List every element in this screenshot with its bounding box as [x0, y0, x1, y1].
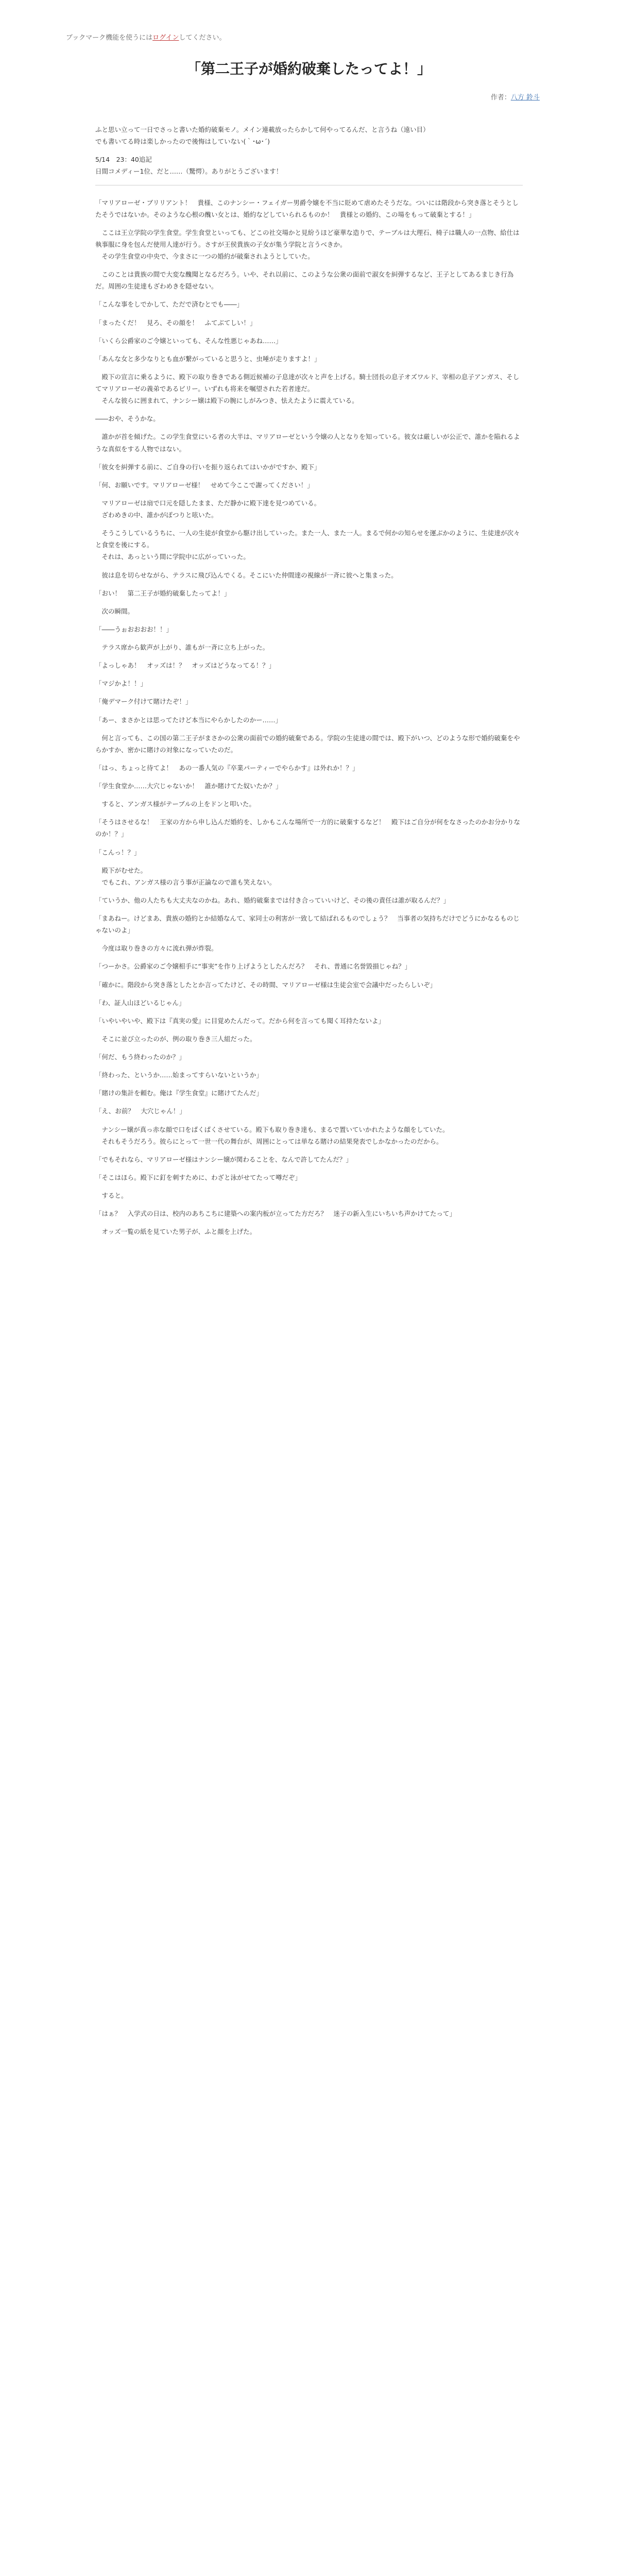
story-paragraph: 「何だ、もう終わったのか？」 — [95, 1053, 185, 1061]
story-paragraph: 「――うぉおおおお！！」 — [95, 625, 173, 633]
story-paragraph: 「ていうか、他の人たちも大丈夫なのかね。あれ、婚約破棄までは付き合っていいけど、その後の責任は誰が取るんだ？」 — [95, 896, 450, 904]
story-paragraph: すると、アンガス様がテーブルの上をドンと叩いた。 — [95, 800, 255, 808]
story-paragraph: 「確かに。階段から突き落としたとか言ってたけど、その時間、マリアローゼ様は生徒会室で会議中だったらしいぞ」 — [95, 980, 437, 989]
story-paragraph: 「そうはさせるな！ 王家の方から申し込んだ婚約を、しかもこんな場所で一方的に破棄するなど！ 殿下はご自分が何をなさったのかお分かりなのか！？」 — [95, 818, 521, 838]
login-notice-suffix: してください。 — [179, 34, 226, 42]
author-link[interactable]: 八方 鈴斗 — [510, 94, 540, 101]
preface-paragraph: 5/14 23：40追記 日間コメディー1位、だと……（驚愕）。ありがとうございます！ — [95, 156, 283, 176]
story-paragraph: 殿下の宣言に乗るように、殿下の取り巻きである側近候補の子息達が次々と声を上げる。騎士団長の息子オズワルド、宰相の息子アンガス、そしてマリアローゼの義弟であるビリー。いずれも将来を嘱望された若者達だ。 そんな彼らに囲まれて、ナンシー嬢は殿下の腕にしがみつき、怯えたように震えている。 — [95, 372, 520, 405]
story-paragraph: 「そこはほら。殿下に釘を刺すために、わざと泳がせてたって噂だぞ」 — [95, 1173, 302, 1181]
author-label: 作者： — [490, 94, 511, 101]
story-paragraph: 「つーかさ。公爵家のご令嬢相手に“事実”を作り上げようとしたんだろ？ それ、普通に名誉毀損じゃね？」 — [95, 962, 411, 971]
story-paragraph: 「よっしゃあ！ オッズは！？ オッズはどうなってる！？」 — [95, 662, 276, 670]
story-paragraph: マリアローゼは扇で口元を隠したまま、ただ静かに殿下達を見つめている。 ざわめきの中、誰かがぽつりと呟いた。 — [101, 499, 321, 519]
story-paragraph: ここは王立学院の学生食堂。学生食堂といっても、どこの社交場かと見紛うほど豪華な造りで、テーブルは大理石、椅子は職人の一点物、給仕は執事服に身を包んだ使用人達が行う。さすが王侯貴族の子女が集う学院と言うべきか。 その学生食堂の中央で、今まさに一つの婚約が破棄されようとしていた。 — [95, 228, 520, 260]
story-paragraph: 「まったくだ！ 見ろ、その顔を！ ふてぶてしい！」 — [95, 318, 256, 327]
main-content — [95, 124, 523, 1244]
story-paragraph: 「おい！ 第二王子が婚約破棄したってよ！」 — [95, 589, 231, 597]
story-paragraph: 「わ、証人山ほどいるじゃん」 — [95, 998, 185, 1007]
story-paragraph: そうこうしているうちに、一人の生徒が食堂から駆け出していった。また一人、また一人。まるで何かの知らせを運ぶかのように、生徒達が次々と食堂を後にする。 それは、あっという間に学院中に広がっていった。 — [95, 529, 520, 561]
story-paragraph: 「え、お前？ 大穴じゃん！」 — [95, 1107, 186, 1115]
story-paragraph: ナンシー嬢が真っ赤な顔で口をぱくぱくさせている。殿下も取り巻き達も、まるで置いていかれたような顔をしていた。 それもそうだろう。彼らにとって一世一代の舞台が、周囲にとっては単なる賭けの結果発表でしかなかったのだから。 — [101, 1125, 449, 1145]
story-paragraph: すると。 — [95, 1192, 128, 1199]
story-paragraph: 「彼女を糾弾する前に、ご自身の行いを振り返られてはいかがですか、殿下」 — [95, 463, 321, 471]
story-paragraph: 殿下がむせた。 でもこれ、アンガス様の言う事が正論なので誰も笑えない。 — [101, 866, 276, 886]
story-paragraph: 彼は息を切らせながら、テラスに飛び込んでくる。そこにいた仲間達の視線が一斉に彼へと集まった。 — [95, 571, 398, 579]
story-paragraph: 「いくら公爵家のご令嬢といっても、そんな性悪じゃあね……」 — [95, 336, 282, 345]
story-paragraph: 「はぁ？ 入学式の日は、校内のあちこちに建築への案内板が立ってた方だろ？ 迷子の新入生にいちいち声かけてたって」 — [95, 1210, 456, 1218]
story-paragraph: 「いやいやいや、殿下は『真実の愛』に目覚めたんだって。だから何を言っても聞く耳持たないよ」 — [95, 1016, 385, 1025]
story-paragraph: 何と言っても、この国の第二王子がまさかの公衆の面前での婚約破棄である。学院の生徒達の間では、殿下がいつ、どのような形で婚約破棄をやらかすか、密かに賭けの対象になっていたのだ。 — [95, 734, 520, 754]
story-paragraph: ――おや、そうかな。 — [95, 415, 160, 423]
story-paragraph: 「あー、まさかとは思ってたけど本当にやらかしたのかー……」 — [95, 716, 282, 724]
login-link[interactable]: ログイン — [152, 34, 179, 42]
story-paragraph: 「何、お願いです。マリアローゼ様！ せめて今ここで謝ってください！」 — [95, 481, 314, 489]
story-paragraph: 誰かが首を傾げた。この学生食堂にいる者の大半は、マリアローゼという令嬢の人となりを知っている。彼女は厳しいが公正で、誰かを陥れるような真似をする人物ではない。 — [95, 433, 520, 453]
story-paragraph: 「こんな事をしでかして、ただで済むとでも――」 — [95, 300, 244, 309]
story-paragraph: 「学生食堂か……大穴じゃないか！ 誰か賭けてた奴いたか？」 — [95, 782, 282, 790]
story-paragraph: 「終わった、というか……始まってすらいないというか」 — [95, 1071, 263, 1079]
story-paragraph: 「あんな女と多少なりとも血が繋がっていると思うと、虫唾が走りますよ！」 — [95, 354, 321, 363]
story-paragraph: 次の瞬間。 — [95, 607, 134, 615]
story-paragraph: 「まあねー。けどまあ、貴族の婚約とか結婚なんて、家同士の利害が一致して結ばれるものでしょう？ 当事者の気持ちだけでどうにかなるものじゃないのよ」 — [95, 914, 520, 935]
story-body — [95, 197, 523, 1238]
story-paragraph: テラス席から歓声が上がり、誰もが一斉に立ち上がった。 — [95, 643, 269, 651]
story-paragraph: オッズ一覧の紙を見ていた男子が、ふと顔を上げた。 — [95, 1228, 256, 1236]
story-paragraph: 「マジかよ！！」 — [95, 680, 147, 688]
story-paragraph: このことは貴族の間で大変な醜聞となるだろう。いや、それ以前に、このような公衆の面前で淑女を糾弾するなど、王子としてあるまじき行為だ。周囲の生徒達もざわめきを隠せない。 — [95, 270, 514, 291]
story-paragraph: そこに並び立ったのが、例の取り巻き三人組だった。 — [95, 1035, 256, 1043]
author-line — [491, 92, 540, 101]
story-paragraph: 「賭けの集計を頼む。俺は『学生食堂』に賭けてたんだ」 — [95, 1089, 263, 1097]
story-paragraph: 「俺デマーク付けて賭けたぞ！」 — [95, 698, 192, 706]
story-paragraph: 「こんっ！？」 — [95, 848, 141, 856]
story-paragraph: 「マリアローゼ・ブリリアント！ 貴様、このナンシー・フェイガー男爵令嬢を不当に貶めて虐めたそうだな。ついには階段から突き落とそうとしたそうではないか。そのような心根の醜い女とは、婚約などしていられるものか！ 貴様との婚約、この場をもって破棄とする！」 — [95, 198, 519, 218]
story-paragraph: 「はっ、ちょっと待てよ！ あの一番人気の『卒業パーティーでやらかす』は外れか！？」 — [95, 764, 359, 772]
story-paragraph: 今度は取り巻きの方々に流れ弾が炸裂。 — [95, 944, 218, 953]
login-notice — [66, 32, 226, 42]
preface-paragraph: ふと思い立って一日でさっと書いた婚約破棄モノ。メイン連載放ったらかして何やってるんだ、と言うね（遠い目） でも書いてる時は楽しかったので後悔はしていない(｀･ω･´) — [95, 126, 430, 146]
story-title: 「第二王子が婚約破棄したってよ！」 — [186, 60, 432, 77]
login-notice-prefix: ブックマーク機能を使うには — [66, 34, 153, 42]
preface — [95, 124, 523, 178]
story-paragraph: 「でもそれなら、マリアローゼ様はナンシー嬢が関わることを、なんで許してたんだ？」 — [95, 1155, 352, 1163]
